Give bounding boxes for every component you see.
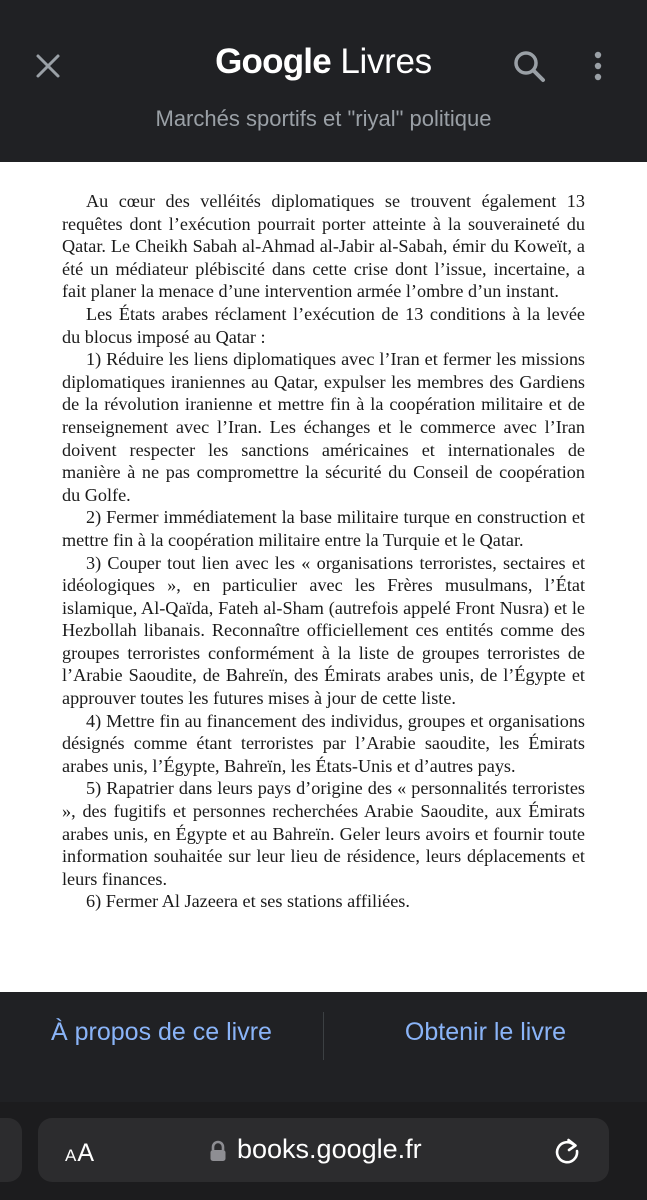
previous-tab-edge[interactable] xyxy=(0,1118,22,1182)
reader-settings-button[interactable] xyxy=(65,1139,94,1168)
book-title: Marchés sportifs et "riyal" politique xyxy=(155,106,492,131)
about-book-button[interactable]: À propos de ce livre xyxy=(51,1017,272,1046)
search-icon xyxy=(512,49,546,83)
aa-big: A xyxy=(77,1139,95,1167)
url-text: books.google.fr xyxy=(237,1134,422,1164)
paragraph: Les États arabes réclament l’exécution de 13 conditions à la levée du blocus imposé au Qatar : xyxy=(62,303,585,347)
paragraph: 2) Fermer immédiatement la base militaire turque en construction et mettre fin à la coopération militaire entre la Turquie et le Qatar. xyxy=(62,507,585,550)
top-bar xyxy=(0,0,647,162)
aa-small: A xyxy=(65,1146,77,1165)
paragraph: 4) Mettre fin au financement des individus, groupes et organisations désignés comme étant terroristes par l’Arabie saoudite, les Émirats arabes unis, l’Égypte, Bahreïn, les États-Unis et d’autres pays. xyxy=(62,710,585,776)
paragraph: 6) Fermer Al Jazeera et ses stations affiliées. xyxy=(86,891,410,912)
reload-icon xyxy=(552,1136,582,1166)
paragraph: 3) Couper tout lien avec les « organisations terroristes, sectaires et idéologiques », en particulier avec les Frères musulmans, l’État islamique, Al-Qaïda, Fateh al-Sham (autrefois appelé Front Nusra) et le Hezbollah libanais. Reconnaître officiellement ces entités comme des groupes terroristes conformément à la liste de groupes terroristes de l’Arabie Saoudite, de Bahreïn, des Émirats arabes unis, de l’Égypte et approuver toutes les futures mises à jour de cette liste. xyxy=(62,552,585,709)
more-options-button[interactable] xyxy=(580,46,616,86)
brand-livres: Livres xyxy=(340,42,432,81)
reload-button[interactable] xyxy=(550,1134,584,1168)
search-button[interactable] xyxy=(509,46,549,86)
book-page[interactable] xyxy=(0,162,647,992)
paragraph: 1) Réduire les liens diplomatiques avec l’Iran et fermer les missions diplomatiques iraniennes au Qatar, expulser les membres des Gardiens de la révolution iranienne et mettre fin à la coopération militaire et de renseignement avec l’Iran. Les échanges et le commerce avec l’Iran doivent respecter les sanctions américaines et internationales de manière à ne pas compromettre la sécurité du Conseil de coopération du Golfe. xyxy=(62,349,585,505)
address-bar[interactable] xyxy=(38,1118,609,1182)
brand-google: Google xyxy=(215,42,331,81)
paragraph: 5) Rapatrier dans leurs pays d’origine des « personnalités terroristes », des fugitifs et personnes recherchées Arabie Saoudite, aux Émirats arabes unis, en Égypte et au Bahreïn. Geler leurs avoirs et fournir toute information souhaitée sur leur lieu de résidence, leurs déplacements et leurs finances. xyxy=(62,778,585,889)
google-livres-logo xyxy=(0,42,647,82)
book-page-text xyxy=(62,190,585,913)
more-vert-icon xyxy=(593,51,603,81)
browser-bar xyxy=(0,1102,647,1200)
book-actions-bar xyxy=(0,992,647,1102)
lock-icon xyxy=(209,1140,227,1162)
get-book-button[interactable]: Obtenir le livre xyxy=(404,1017,567,1046)
paragraph: Au cœur des velléités diplomatiques se trouvent également 13 requêtes dont l’exécution pourrait porter atteinte à la souveraineté du Qatar. Le Cheikh Sabah al-Ahmad al-Jabir al-Sabah, émir du Koweït, a été un médiateur plébiscité dans cette crise dont l’issue, incertaine, a fait planer la menace d’une intervention armée l’ombre d’un instant. xyxy=(62,191,585,302)
